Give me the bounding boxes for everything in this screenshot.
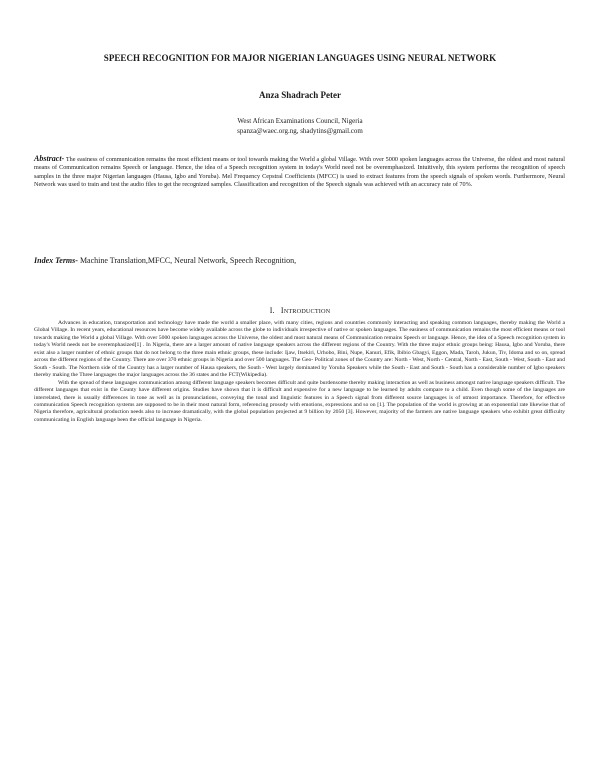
abstract-text: The easiness of communication remains the most efficient means or tool towards making the World a global Village. With over 5000 spoken languages across the Universe, the oldest and most natural means of Communication remains Speech or language. Hence, the idea of a Speech recognition system in today's World need not be overemphasized. Intuitively, this system performs the recognition of speech samples in the three major Nigerian languages (Hausa, Igbo and Yoruba). Mel Frequency Cepstral Coefficients (MFCC) is used to extract features from the speech signals of spoken words. Furthermore, Neural Network was used to train and test the audio files to get the recognized samples. Classification and recognition of the Speech signals was achieved with an accuracy rate of 70%. (34, 156, 565, 189)
introduction-body (34, 320, 565, 424)
section-title-initial: I (280, 306, 284, 315)
index-terms-label: Index Terms- (34, 256, 78, 265)
abstract-label: Abstract- (34, 154, 65, 163)
index-terms (34, 256, 565, 265)
abstract (34, 155, 565, 190)
body-paragraph: With the spread of these languages communication among different language speakers becomes difficult and quite burdensome thereby making interaction as well as business amongst native language speakers difficult. The different languages that exist in the County have different origins. Studies have shown that it is difficult and expensive for a new language to be learned by adults compare to a child. Even though some of the languages are interrelated, there is usually differences in tone as well as in pronunciations, conveying the tonal and linguistic features in a Speech signal from different source languages is of utmost importance. Therefore, for effective communication Speech recognition systems are supposed to be in their most natural form, referencing prosody with emotions, expressions and so on [1]. The population of the world is growing at an exponential rate likewise that of Nigeria therefore, agricultural production needs also to increase dramatically, with the global population projected at 9 billion by 2050 [3]. However, majority of the farmers are native language speakers who exhibit great difficulty communicating in English language been the official language in Nigeria. (34, 379, 565, 423)
section-heading-introduction (0, 306, 600, 315)
section-title-rest: NTRODUCTION (283, 308, 331, 315)
author-affiliation-block (0, 116, 600, 136)
author-name: Anza Shadrach Peter (259, 90, 341, 100)
paper-title: SPEECH RECOGNITION FOR MAJOR NIGERIAN LANGUAGES USING NEURAL NETWORK (103, 53, 497, 63)
author-emails: spanza@waec.org.ng, shadytins@gmail.com (237, 127, 363, 135)
affiliation: West African Examinations Council, Nigeria (237, 117, 363, 125)
index-terms-text: Machine Translation,MFCC, Neural Network, Speech Recognition, (77, 256, 297, 265)
section-number: I. (269, 306, 275, 315)
body-paragraph: Advances in education, transportation and technology have made the world a smaller place, with many cities, regions and countries commonly interacting and speaking common languages, thereby making the World a Global Village. In recent years, educational resources have become widely available across the globe to individuals irrespective of native or spoken languages. The easiness of communication remains the most efficient means or tool towards making the World a global Village. With over 5000 spoken languages across the Universe, the oldest and most natural means of Communication remains Speech or language. Hence, the idea of a Speech recognition system in today's World needs not be overemphasized[1] . In Nigeria, there are a larger amount of native language speakers across the different regions of the Country. With the three major ethnic groups being: Hausa, Igbo and Yoruba, there exist also a larger number of ethnic groups that do not belong to the three main ethnic groups, these include: Ijaw, Itsekiri, Urhobo, Bini, Nupe, Kanuri, Efik, Ibibio Gbagyi, Eggon, Mada, Taroh, Jukun, Tiv, Idoma and so on, spread across the different regions of the Country. There are over 370 ethnic groups in Nigeria and over 500 languages. The Geo- Political zones of the Country are: North - West, North - Central, North - East, South - West, South - East and South - South. The Northern side of the Country has a larger number of Hausa speakers, the South - West largely dominated by Yoruba Speakers while the South - East and South - South has a considerable number of Igbo speakers thereby making the Three languages the major languages across the 36 states and the FCT(Wikipedia). (34, 320, 565, 379)
